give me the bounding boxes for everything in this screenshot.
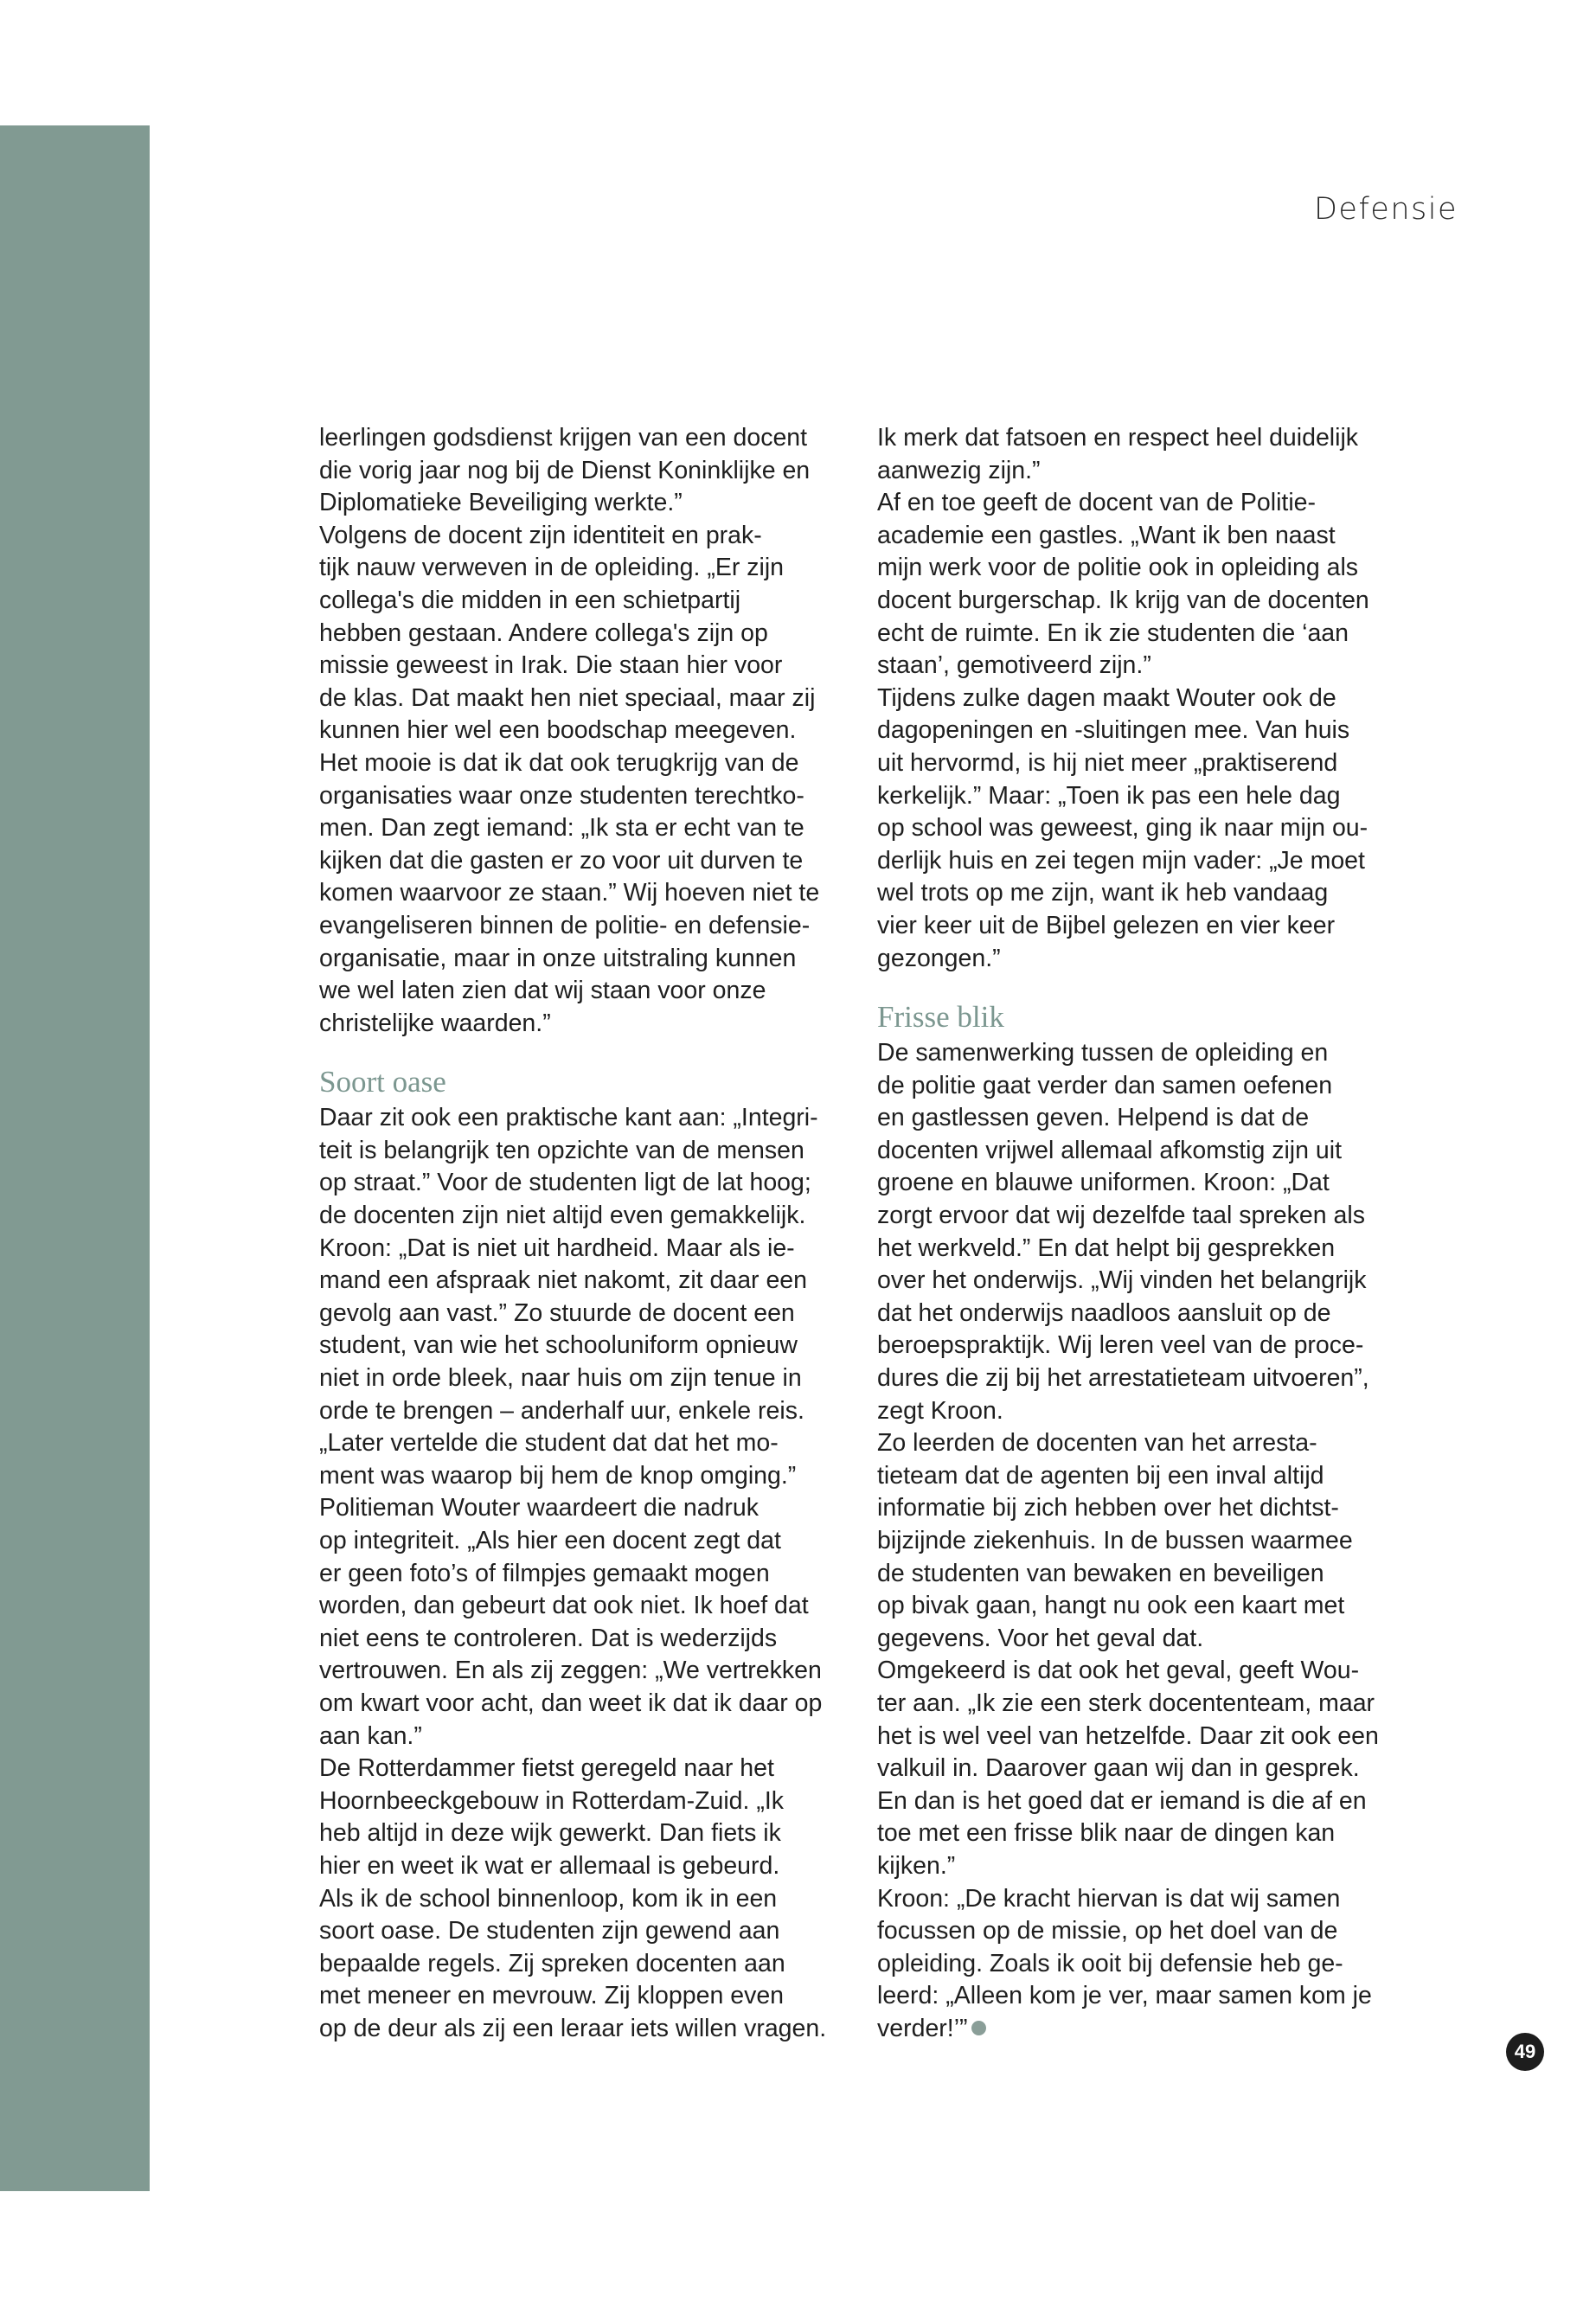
- line-text: kijken dat die gasten er zo voor uit durven te: [319, 846, 804, 875]
- text-line: [319, 715, 864, 747]
- line-text: op de deur als zij een leraar iets willen vragen.: [319, 2014, 827, 2042]
- line-text: evangeliseren binnen de politie- en defensie-: [319, 911, 811, 939]
- text-line: [877, 1817, 1422, 1850]
- text-line: [877, 943, 1422, 976]
- line-text: toe met een frisse blik naar de dingen kan: [877, 1819, 1336, 1848]
- text-line: [319, 1688, 864, 1721]
- section-subheading: [877, 997, 1422, 1037]
- line-text: gezongen.”: [877, 944, 1001, 972]
- text-line: [877, 1427, 1422, 1460]
- line-text: Tijdens zulke dagen maakt Wouter ook de: [877, 683, 1336, 712]
- text-line: [319, 910, 864, 943]
- text-line: [319, 1008, 864, 1041]
- text-line: [877, 877, 1422, 910]
- text-line: [877, 1265, 1422, 1298]
- article-column-right: [877, 422, 1422, 2046]
- line-text: academie een gastles. „Want ik ben naast: [877, 521, 1336, 549]
- text-line: [877, 455, 1422, 488]
- text-line: [877, 780, 1422, 813]
- text-line: [319, 1233, 864, 1266]
- section-label: Defensie: [1313, 192, 1458, 227]
- text-line: [877, 1785, 1422, 1818]
- line-text: zegt Kroon.: [877, 1396, 1003, 1425]
- line-text: organisatie, maar in onze uitstraling kunnen: [319, 944, 797, 972]
- text-line: [877, 1070, 1422, 1103]
- text-line: [319, 1427, 864, 1460]
- line-text: dagopeningen en -sluitingen mee. Van huis: [877, 716, 1350, 745]
- text-line: [877, 845, 1422, 878]
- line-text: hier en weet ik wat er allemaal is gebeurd.: [319, 1851, 780, 1880]
- text-line: [319, 552, 864, 585]
- text-line: [877, 1362, 1422, 1395]
- line-text: aanwezig zijn.”: [877, 456, 1041, 484]
- line-text: Ik merk dat fatsoen en respect heel duidelijk: [877, 424, 1359, 452]
- text-line: [319, 1980, 864, 2013]
- line-text: valkuil in. Daarover gaan wij dan in gesprek.: [877, 1754, 1360, 1783]
- line-text: de studenten van bewaken en beveiligen: [877, 1559, 1324, 1587]
- text-line: [877, 1102, 1422, 1135]
- line-text: de docenten zijn niet altijd even gemakkelijk.: [319, 1202, 806, 1230]
- text-line: [319, 1525, 864, 1558]
- text-line: [319, 1655, 864, 1688]
- text-line: [877, 1883, 1422, 1916]
- line-text: op straat.” Voor de studenten ligt de lat hoog;: [319, 1169, 811, 1197]
- line-text: teit is belangrijk ten opzichte van de mensen: [319, 1136, 804, 1164]
- line-text: Volgens de docent zijn identiteit en prak-: [319, 521, 762, 549]
- page-number-badge: 49: [1506, 2033, 1544, 2071]
- line-text: we wel laten zien dat wij staan voor onze: [319, 977, 766, 1005]
- text-line: [319, 1135, 864, 1168]
- text-line: [319, 1850, 864, 1883]
- text-line: [319, 1102, 864, 1135]
- line-text: die vorig jaar nog bij de Dienst Koninklijke en: [319, 456, 811, 484]
- line-text: niet in orde bleek, naar huis om zijn tenue in: [319, 1364, 802, 1393]
- line-text: kerkelijk.” Maar: „Toen ik pas een hele dag: [877, 781, 1341, 810]
- text-line: [877, 1915, 1422, 1948]
- text-line: [319, 618, 864, 651]
- line-text: orde te brengen – anderhalf uur, enkele reis.: [319, 1396, 804, 1425]
- line-text: men. Dan zegt iemand: „Ik sta er echt van te: [319, 814, 804, 843]
- line-text: De samenwerking tussen de opleiding en: [877, 1039, 1329, 1067]
- section-subheading: [319, 1062, 864, 1102]
- line-text: worden, dan gebeurt dat ook niet. Ik hoef dat: [319, 1592, 809, 1620]
- text-line: [877, 1558, 1422, 1591]
- text-line: [319, 1590, 864, 1623]
- text-line: [319, 1265, 864, 1298]
- text-line: [877, 487, 1422, 520]
- sidebar-color-band: [0, 125, 150, 2191]
- text-line: [877, 715, 1422, 747]
- text-line: [877, 1460, 1422, 1493]
- text-line: [319, 943, 864, 976]
- text-line: [877, 1492, 1422, 1525]
- text-line: [877, 650, 1422, 683]
- line-text: Als ik de school binnenloop, kom ik in een: [319, 1884, 778, 1913]
- text-line: [319, 1623, 864, 1656]
- text-line: [319, 1721, 864, 1753]
- line-text: leerd: „Alleen kom je ver, maar samen kom je: [877, 1982, 1372, 2010]
- line-text: bijzijnde ziekenhuis. In de bussen waarmee: [877, 1527, 1353, 1554]
- text-line: [319, 1817, 864, 1850]
- line-text: christelijke waarden.”: [319, 1009, 551, 1037]
- text-line: [877, 1167, 1422, 1200]
- line-text: docenten vrijwel allemaal afkomstig zijn uit: [877, 1136, 1342, 1164]
- text-line: [877, 1590, 1422, 1623]
- text-line: [877, 910, 1422, 943]
- text-line: [319, 747, 864, 780]
- line-text: dat het onderwijs naadloos aansluit op de: [877, 1298, 1331, 1327]
- text-line: [319, 1395, 864, 1428]
- line-text: kijken.”: [877, 1851, 956, 1880]
- line-text: vier keer uit de Bijbel gelezen en vier keer: [877, 911, 1336, 939]
- text-line: [319, 1883, 864, 1916]
- text-line: [319, 1167, 864, 1200]
- line-text: met meneer en mevrouw. Zij kloppen even: [319, 1982, 785, 2010]
- line-text: informatie bij zich hebben over het dichtst-: [877, 1494, 1339, 1522]
- line-text: docent burgerschap. Ik krijg van de docenten: [877, 586, 1369, 614]
- text-line: [319, 487, 864, 520]
- text-line: [877, 1395, 1422, 1428]
- line-text: Af en toe geeft de docent van de Politie-: [877, 489, 1317, 517]
- text-line: [877, 1623, 1422, 1656]
- line-text: Hoornbeeckgebouw in Rotterdam-Zuid. „Ik: [319, 1786, 785, 1815]
- line-text: organisaties waar onze studenten terechtko-: [319, 781, 804, 810]
- line-text: om kwart voor acht, dan weet ik dat ik daar op: [319, 1689, 823, 1717]
- line-text: focussen op de missie, op het doel van de: [877, 1917, 1338, 1945]
- article-column-left: [319, 422, 864, 2046]
- line-text: opleiding. Zoals ik ooit bij defensie heb ge-: [877, 1949, 1343, 1977]
- text-line: [319, 455, 864, 488]
- text-line: [877, 520, 1422, 553]
- article-end-dot-icon: [971, 2021, 986, 2035]
- text-line: [877, 585, 1422, 618]
- line-text: student, van wie het schooluniform opnieuw: [319, 1331, 798, 1360]
- text-line: [877, 1233, 1422, 1266]
- text-line: [877, 1330, 1422, 1362]
- line-text: er geen foto’s of filmpjes gemaakt mogen: [319, 1559, 770, 1587]
- line-text: soort oase. De studenten zijn gewend aan: [319, 1917, 780, 1945]
- line-text: en gastlessen geven. Helpend is dat de: [877, 1104, 1310, 1132]
- text-line: [877, 1298, 1422, 1330]
- text-line: [877, 2013, 1422, 2046]
- line-text: zorgt ervoor dat wij dezelfde taal spreken als: [877, 1202, 1365, 1230]
- text-line: [877, 747, 1422, 780]
- text-line: [319, 1200, 864, 1233]
- line-text: vertrouwen. En als zij zeggen: „We vertrekken: [319, 1657, 822, 1685]
- line-text: kunnen hier wel een boodschap meegeven.: [319, 716, 797, 745]
- text-line: [877, 1037, 1422, 1070]
- line-text: Politieman Wouter waardeert die nadruk: [319, 1494, 759, 1522]
- text-line: [319, 683, 864, 715]
- line-text: mand een afspraak niet nakomt, zit daar een: [319, 1266, 808, 1295]
- line-text: op bivak gaan, hangt nu ook een kaart met: [877, 1592, 1345, 1620]
- line-text: Kroon: „Dat is niet uit hardheid. Maar als ie-: [319, 1234, 795, 1262]
- line-text: Omgekeerd is dat ook het geval, geeft Wou-: [877, 1657, 1360, 1685]
- line-text: verder!’”: [877, 2014, 968, 2042]
- line-text: over het onderwijs. „Wij vinden het belangrijk: [877, 1266, 1367, 1295]
- line-text: op school was geweest, ging ik naar mijn ou-: [877, 814, 1368, 843]
- line-text: Diplomatieke Beveiliging werkte.”: [319, 489, 683, 517]
- line-text: mijn werk voor de politie ook in opleiding als: [877, 554, 1359, 582]
- line-text: op integriteit. „Als hier een docent zegt dat: [319, 1527, 781, 1554]
- line-text: het is wel veel van hetzelfde. Daar zit ook een: [877, 1721, 1379, 1750]
- line-text: ter aan. „Ik zie een sterk docententeam, maar: [877, 1689, 1375, 1717]
- subheading-text: Frisse blik: [877, 1000, 1004, 1035]
- text-line: [319, 650, 864, 683]
- text-line: [877, 812, 1422, 845]
- line-text: komen waarvoor ze staan.” Wij hoeven niet te: [319, 879, 820, 907]
- line-text: de politie gaat verder dan samen oefenen: [877, 1071, 1333, 1099]
- text-line: [877, 422, 1422, 455]
- text-line: [319, 812, 864, 845]
- text-line: [319, 1492, 864, 1525]
- line-text: heb altijd in deze wijk gewerkt. Dan fiets ik: [319, 1819, 781, 1848]
- line-text: tieteam dat de agenten bij een inval altijd: [877, 1461, 1324, 1490]
- text-line: [319, 585, 864, 618]
- line-text: aan kan.”: [319, 1721, 422, 1750]
- text-line: [877, 1753, 1422, 1785]
- text-line: [319, 1298, 864, 1330]
- line-text: hebben gestaan. Andere collega's zijn op: [319, 619, 768, 647]
- line-text: beroepspraktijk. Wij leren veel van de proce-: [877, 1331, 1364, 1360]
- text-line: [877, 618, 1422, 651]
- line-text: derlijk huis en zei tegen mijn vader: „Je moet: [877, 846, 1365, 875]
- text-line: [319, 780, 864, 813]
- text-line: [877, 683, 1422, 715]
- line-text: „Later vertelde die student dat dat het mo-: [319, 1429, 779, 1458]
- subheading-text: Soort oase: [319, 1065, 446, 1099]
- line-text: ment was waarop bij hem de knop omging.”: [319, 1461, 797, 1490]
- text-line: [319, 1948, 864, 1981]
- line-text: De Rotterdammer fietst geregeld naar het: [319, 1754, 774, 1783]
- text-line: [319, 1558, 864, 1591]
- line-text: dures die zij bij het arrestatieteam uitvoeren”,: [877, 1364, 1369, 1393]
- line-text: collega's die midden in een schietpartij: [319, 586, 741, 614]
- text-line: [319, 1753, 864, 1785]
- line-text: leerlingen godsdienst krijgen van een docent: [319, 424, 808, 452]
- line-text: echt de ruimte. En ik zie studenten die ‘aan: [877, 619, 1349, 647]
- line-text: Kroon: „De kracht hiervan is dat wij samen: [877, 1884, 1341, 1913]
- line-text: Het mooie is dat ik dat ook terugkrijg van de: [319, 748, 799, 777]
- text-line: [319, 975, 864, 1008]
- line-text: missie geweest in Irak. Die staan hier voor: [319, 651, 783, 680]
- text-line: [877, 1948, 1422, 1981]
- line-text: gevolg aan vast.” Zo stuurde de docent een: [319, 1298, 795, 1327]
- line-text: de klas. Dat maakt hen niet speciaal, maar zij: [319, 683, 816, 712]
- text-line: [877, 552, 1422, 585]
- text-line: [319, 520, 864, 553]
- text-line: [877, 1200, 1422, 1233]
- text-line: [877, 1980, 1422, 2013]
- line-text: wel trots op me zijn, want ik heb vandaag: [877, 879, 1329, 907]
- line-text: groene en blauwe uniformen. Kroon: „Dat: [877, 1169, 1330, 1197]
- line-text: En dan is het goed dat er iemand is die af en: [877, 1786, 1367, 1815]
- line-text: Zo leerden de docenten van het arresta-: [877, 1429, 1317, 1458]
- text-line: [877, 1850, 1422, 1883]
- line-text: bepaalde regels. Zij spreken docenten aan: [319, 1949, 785, 1977]
- text-line: [319, 1915, 864, 1948]
- text-line: [877, 1721, 1422, 1753]
- text-line: [319, 422, 864, 455]
- line-text: tijk nauw verweven in de opleiding. „Er zijn: [319, 554, 785, 582]
- line-text: staan’, gemotiveerd zijn.”: [877, 651, 1151, 680]
- text-line: [319, 1460, 864, 1493]
- line-text: gegevens. Voor het geval dat.: [877, 1624, 1204, 1652]
- line-text: Daar zit ook een praktische kant aan: „Integri-: [319, 1104, 818, 1132]
- line-text: uit hervormd, is hij niet meer „praktiserend: [877, 748, 1338, 777]
- line-text: niet eens te controleren. Dat is wederzijds: [319, 1624, 778, 1652]
- text-line: [319, 1362, 864, 1395]
- text-line: [319, 877, 864, 910]
- text-line: [319, 845, 864, 878]
- text-line: [877, 1655, 1422, 1688]
- line-text: het werkveld.” En dat helpt bij gesprekken: [877, 1234, 1336, 1262]
- text-line: [877, 1688, 1422, 1721]
- text-line: [877, 1525, 1422, 1558]
- text-line: [319, 1785, 864, 1818]
- text-line: [319, 2013, 864, 2046]
- text-line: [319, 1330, 864, 1362]
- text-line: [877, 1135, 1422, 1168]
